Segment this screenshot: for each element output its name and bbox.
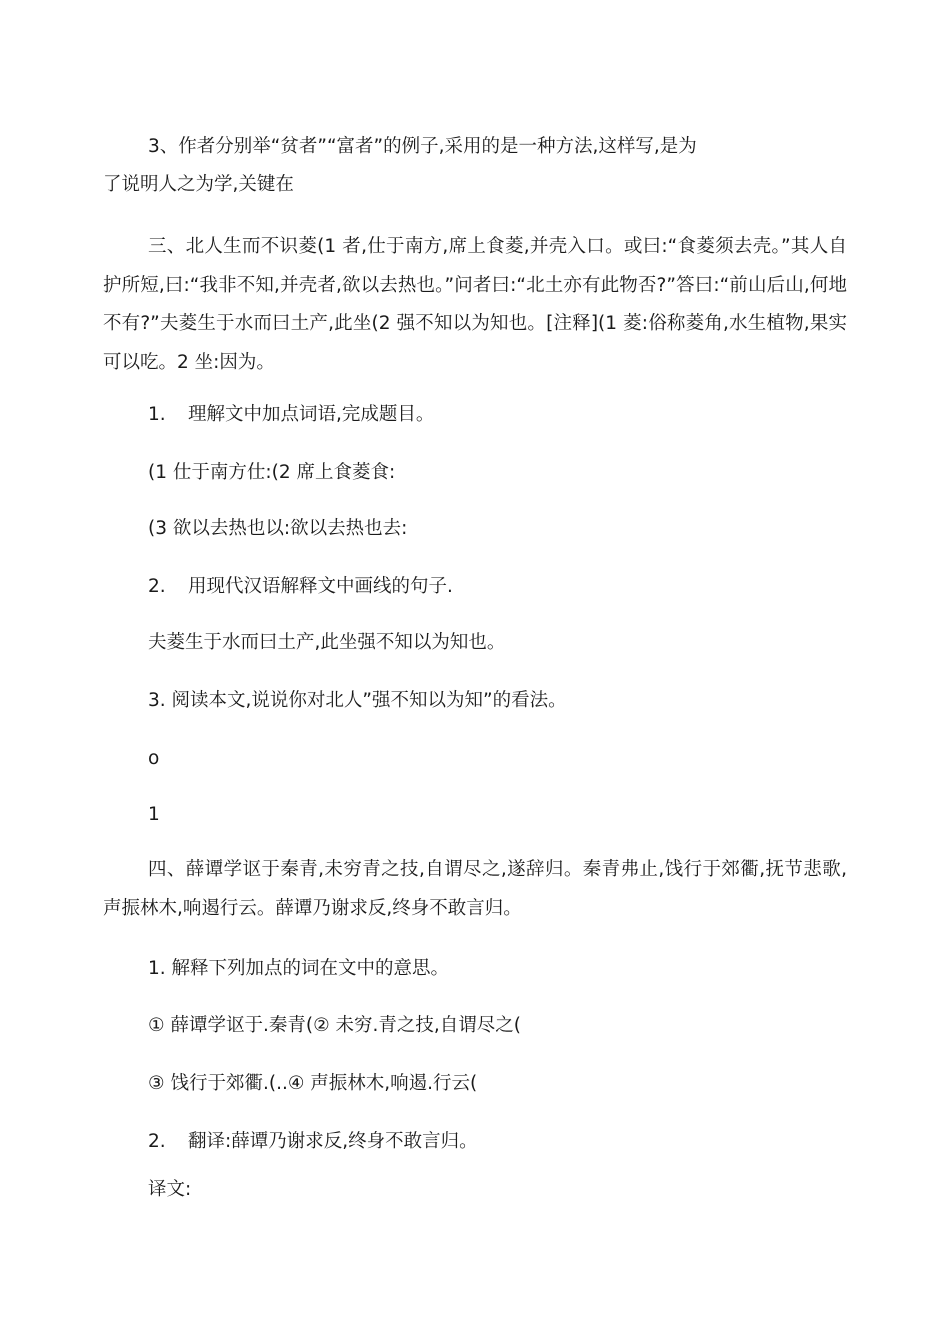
s3-question-1-items-a: (1 仕于南方仕:(2 席上食菱食: [148,462,396,483]
question-3-line-2: 了说明人之为学,关键在 [103,174,294,195]
s3-question-3: 3. 阅读本文,说说你对北人”强不知以为知”的看法。 [148,690,567,711]
passage-north-man-water-caltrop: 三、北人生而不识菱(1 者,仕于南方,席上食菱,并壳入口。或曰:“食菱须去壳。”其人自护所短,曰:“我非不知,并壳者,欲以去热也。”问者曰:“北土亦有此物否?”答曰:“前山后山,何地不有?”夫菱生于水而曰土产,此坐(2 强不知以为知也。[注释](1 菱:俗称菱角,水生植物,果实可以吃。2 坐:因为。 [103,236,847,374]
s4-question-1-items-a: ① 薛谭学讴于.秦青(② 未穷.青之技,自谓尽之( [148,1015,522,1036]
s3-question-1-items-b: (3 欲以去热也以:欲以去热也去: [148,518,408,539]
s4-question-1-items-b: ③ 饯行于郊衢.(..④ 声振林木,响遏.行云( [148,1073,478,1094]
s3-question-1-text: 理解文中加点词语,完成题目。 [188,404,435,425]
s3-question-2-text: 用现代汉语解释文中画线的句子. [188,576,453,597]
question-3-line-1: 3、作者分别举“贫者”“富者”的例子,采用的是一种方法,这样写,是为 [148,136,697,157]
answer-blank-1: 1 [148,804,160,825]
s4-question-2-number: 2. [148,1131,166,1152]
answer-blank-o: o [148,748,160,769]
s4-question-2-text: 翻译:薛谭乃谢求反,终身不敢言归。 [188,1131,478,1152]
s3-question-2-sentence: 夫菱生于水而曰土产,此坐强不知以为知也。 [148,632,506,653]
s3-question-1-number: 1. [148,404,166,425]
passage-xue-tan-learns-singing: 四、薛谭学讴于秦青,未穷青之技,自谓尽之,遂辞归。秦青弗止,饯行于郊衢,抚节悲歌,声振林木,响遏行云。薛谭乃谢求反,终身不敢言归。 [103,859,847,919]
s4-question-1: 1. 解释下列加点的词在文中的意思。 [148,958,450,979]
translation-label: 译文: [148,1179,192,1200]
s3-question-2-number: 2. [148,576,166,597]
